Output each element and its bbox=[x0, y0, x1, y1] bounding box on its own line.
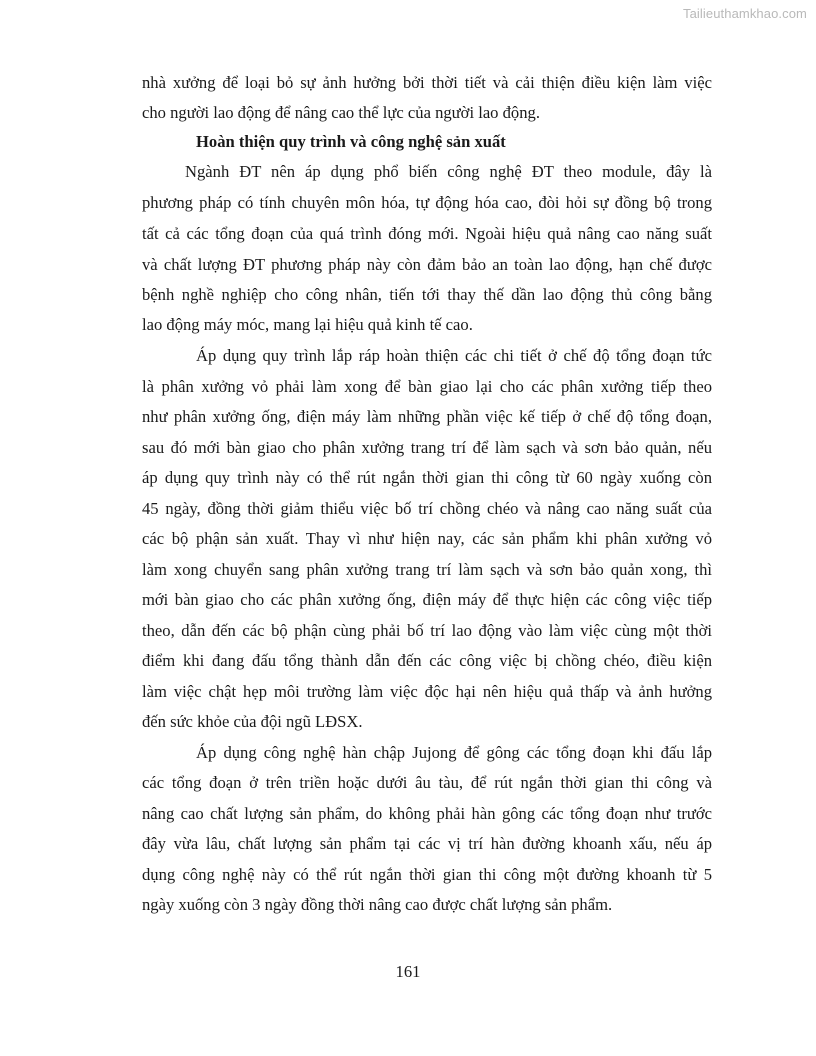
body-line: như phân xưởng ống, điện máy làm những phần việc kế tiếp ở chế độ tổng đoạn, bbox=[142, 407, 712, 426]
body-line: 45 ngày, đồng thời giảm thiểu việc bố trí chồng chéo và nâng cao năng suất của bbox=[142, 499, 712, 518]
page-number: 161 bbox=[395, 962, 421, 981]
body-line: tất cả các tổng đoạn của quá trình đóng mới. Ngoài hiệu quả nâng cao năng suất bbox=[142, 224, 712, 243]
body-line: cho người lao động để nâng cao thể lực của người lao động. bbox=[142, 103, 540, 122]
body-line: ngày xuống còn 3 ngày đồng thời nâng cao được chất lượng sản phẩm. bbox=[142, 895, 613, 914]
body-line: đến sức khỏe của đội ngũ LĐSX. bbox=[142, 712, 363, 731]
body-line: bệnh nghề nghiệp cho công nhân, tiến tới thay thế dần lao động thủ công bằng bbox=[142, 285, 712, 304]
body-line: dụng công nghệ này có thể rút ngắn thời gian thi công một đường khoanh từ 5 bbox=[142, 865, 712, 884]
watermark: Tailieuthamkhao.com bbox=[682, 6, 807, 21]
body-line: làm xong chuyển sang phân xưởng trang trí làm sạch và sơn bảo quản xong, thì bbox=[142, 560, 712, 579]
body-line: điểm khi đang đấu tổng thành dẫn đến các công việc bị chồng chéo, điều kiện bbox=[142, 651, 712, 670]
body-line: nhà xưởng để loại bỏ sự ảnh hưởng bởi thời tiết và cải thiện điều kiện làm việc bbox=[142, 73, 712, 92]
body-line: nâng cao chất lượng sản phẩm, do không phải hàn gông các tổng đoạn như trước bbox=[142, 804, 712, 823]
body-line: theo, dẫn đến các bộ phận cùng phải bố trí lao động vào làm việc cùng một thời bbox=[142, 621, 712, 640]
section-heading: Hoàn thiện quy trình và công nghệ sản xuất bbox=[196, 132, 506, 151]
body-line: phương pháp có tính chuyên môn hóa, tự động hóa cao, đòi hỏi sự đồng bộ trong bbox=[142, 193, 712, 212]
body-line: lao động máy móc, mang lại hiệu quả kinh tế cao. bbox=[142, 315, 473, 334]
body-line: mới bàn giao cho các phân xưởng ống, điện máy để thực hiện các công việc tiếp bbox=[142, 590, 712, 609]
body-line: các bộ phận sản xuất. Thay vì như hiện nay, các sản phẩm khi phân xưởng vỏ bbox=[142, 529, 712, 548]
body-line: các tổng đoạn ở trên triền hoặc dưới âu tàu, để rút ngắn thời gian thi công và bbox=[142, 773, 712, 792]
body-line: sau đó mới bàn giao cho phân xưởng trang trí để làm sạch và sơn bảo quản, nếu bbox=[142, 438, 712, 457]
body-line: Áp dụng công nghệ hàn chập Jujong để gông các tổng đoạn khi đấu lắp bbox=[196, 743, 712, 762]
body-line: làm việc chật hẹp môi trường làm việc độc hại nên hiệu quả thấp và ảnh hưởng bbox=[142, 682, 712, 701]
body-line: là phân xưởng vỏ phải làm xong để bàn giao lại cho các phân xưởng tiếp theo bbox=[142, 377, 712, 396]
body-line: và chất lượng ĐT phương pháp này còn đảm bảo an toàn lao động, hạn chế được bbox=[142, 255, 712, 274]
body-line: Áp dụng quy trình lắp ráp hoàn thiện các chi tiết ở chế độ tổng đoạn tức bbox=[196, 346, 712, 365]
body-line: áp dụng quy trình này có thể rút ngắn thời gian thi công từ 60 ngày xuống còn bbox=[142, 468, 712, 487]
body-line: đây vừa lâu, chất lượng sản phẩm tại các vị trí hàn đường khoanh xấu, nếu áp bbox=[142, 834, 712, 853]
body-line: Ngành ĐT nên áp dụng phổ biến công nghệ ĐT theo module, đây là bbox=[185, 162, 712, 181]
